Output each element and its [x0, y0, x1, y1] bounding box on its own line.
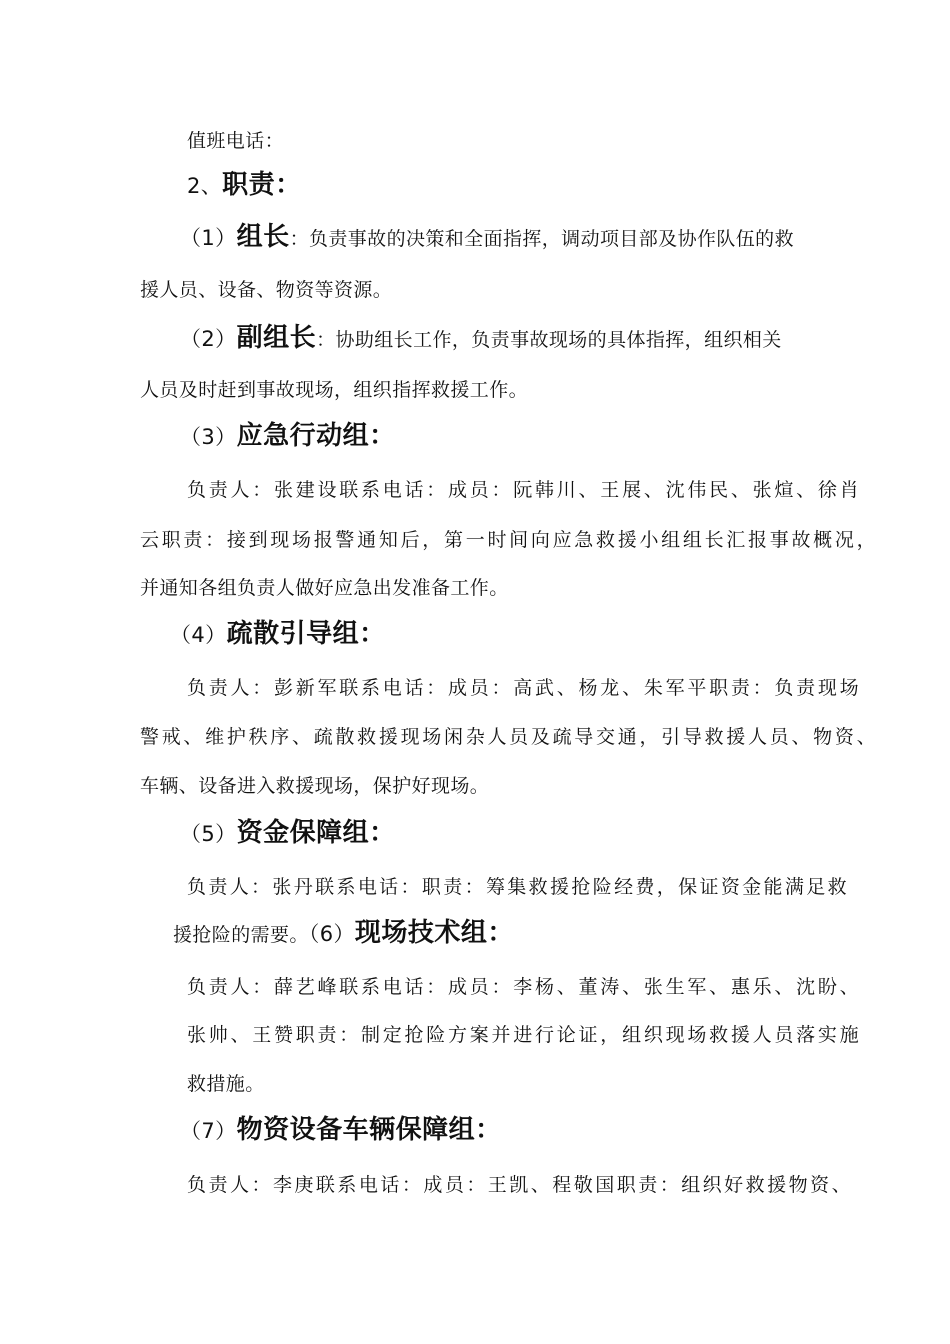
- item4-text-line3: 车辆、设备进入救援现场，保护好现场。: [140, 775, 490, 797]
- item5-prefix: （5）: [180, 822, 237, 846]
- item2-title: 副组长: [236, 323, 317, 353]
- item4-text-line2: 警戒、维护秩序、疏散救援现场闲杂人员及疏导交通，引导救援人员、物资、: [140, 726, 876, 748]
- item5-item6-combined-line: [173, 920, 514, 948]
- section-title: 职责：: [222, 170, 302, 200]
- item4-text-line1: 负责人：彭新军联系电话：成员：高武、杨龙、朱军平职责：负责现场: [187, 677, 859, 699]
- item1-title: 组长: [236, 222, 290, 252]
- item7-heading: [180, 1117, 502, 1145]
- item1-first-line: [180, 224, 794, 252]
- item3-prefix: （3）: [180, 425, 237, 449]
- item3-text-line2: 云职责：接到现场报警通知后，第一时间向应急救援小组组长汇报事故概况，: [140, 529, 876, 551]
- item7-prefix: （7）: [180, 1119, 237, 1143]
- item5-text-line2: 援抢险的需要。: [173, 924, 309, 946]
- item1-prefix: （1）: [180, 226, 237, 250]
- item4-title: 疏散引导组：: [226, 619, 386, 649]
- section-heading: [187, 172, 302, 200]
- item5-text-line1: 负责人：张丹联系电话：职责：筹集救援抢险经费，保证资金能满足救: [187, 876, 847, 898]
- item2-prefix: （2）: [180, 327, 237, 351]
- item6-text-line2: 张帅、王赞职责：制定抢险方案并进行论证，组织现场救援人员落实施: [187, 1024, 859, 1046]
- duty-phone-label: 值班电话：: [187, 130, 285, 152]
- item6-text-line1: 负责人：薛艺峰联系电话：成员：李杨、董涛、张生军、惠乐、沈盼、: [187, 976, 859, 998]
- section-number: 2、: [187, 174, 223, 198]
- item7-text-line1: 负责人：李庚联系电话：成员：王凯、程敬国职责：组织好救援物资、: [187, 1174, 851, 1196]
- item3-title: 应急行动组：: [236, 421, 396, 451]
- item2-text-line2: 人员及时赶到事故现场，组织指挥救援工作。: [140, 379, 529, 401]
- item2-text-line1: ：协助组长工作，负责事故现场的具体指挥，组织相关: [316, 329, 782, 351]
- item4-prefix: （4）: [170, 623, 227, 647]
- item6-text-line3: 救措施。: [187, 1073, 265, 1095]
- item1-text-line2: 援人员、设备、物资等资源。: [140, 279, 393, 301]
- item5-title: 资金保障组：: [236, 818, 396, 848]
- item6-prefix: （6）: [308, 922, 355, 946]
- item3-text-line1: 负责人：张建设联系电话：成员：阮韩川、王展、沈伟民、张煊、徐肖: [187, 479, 859, 501]
- item2-first-line: [180, 325, 782, 353]
- item3-heading: [180, 423, 396, 451]
- item5-heading: [180, 820, 396, 848]
- item1-text-line1: ：负责事故的决策和全面指挥，调动项目部及协作队伍的救: [289, 228, 794, 250]
- item4-heading: [170, 621, 386, 649]
- item3-text-line3: 并通知各组负责人做好应急出发准备工作。: [140, 577, 509, 599]
- item7-title: 物资设备车辆保障组：: [236, 1115, 502, 1145]
- item6-title: 现场技术组：: [354, 918, 514, 948]
